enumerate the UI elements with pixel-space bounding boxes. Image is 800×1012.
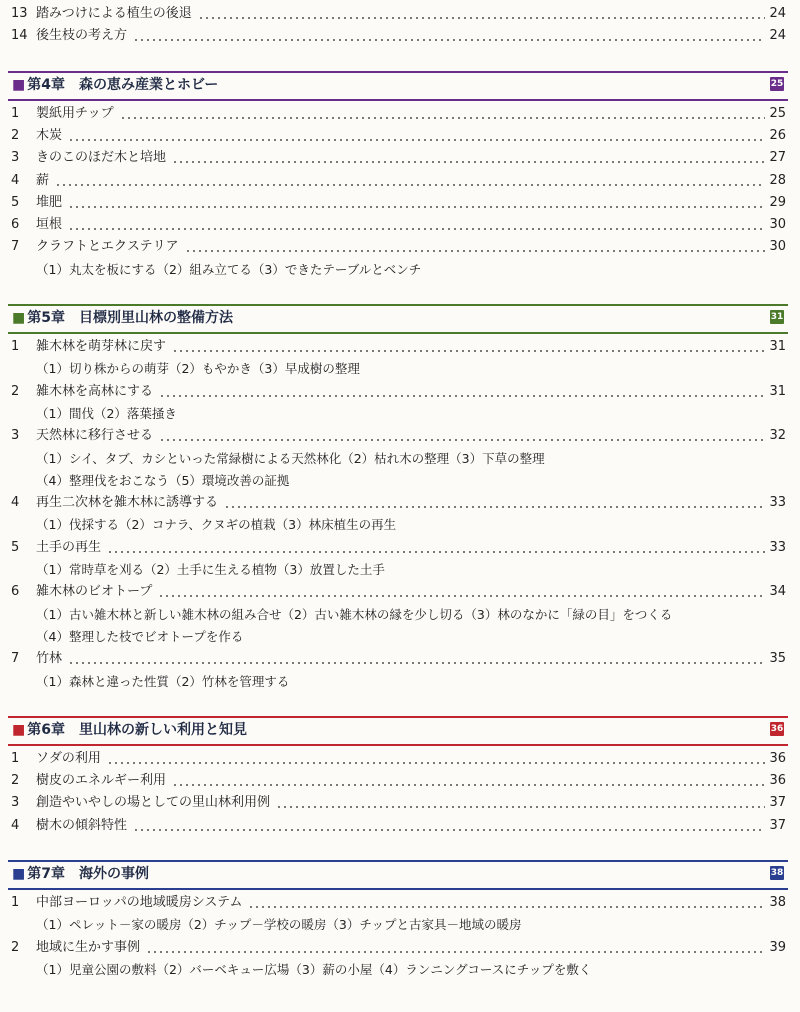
chapter-start-page: 25 <box>770 78 784 89</box>
toc-subentry <box>0 259 800 281</box>
entry-number: 3 <box>11 150 20 166</box>
chapter-start-page: 38 <box>770 868 784 878</box>
subentry-text: （1）間伐（2）落葉掻き <box>36 405 177 421</box>
subentry-text: （1）シイ、タブ、カシといった常緑樹による天然林化（2）枯れ木の整理（3）下草の整理 <box>36 450 545 466</box>
entry-page: 29 <box>769 194 786 210</box>
entry-number: 4 <box>11 172 20 188</box>
toc-entry[interactable] <box>0 815 800 837</box>
entry-page: 24 <box>769 6 786 21</box>
toc-entry[interactable] <box>0 537 800 559</box>
chapter-marker: ■ <box>12 866 26 882</box>
entry-page: 36 <box>769 750 786 766</box>
toc-entry[interactable] <box>0 892 800 914</box>
leader-dots <box>248 906 765 908</box>
subentry-text: （1）切り株からの萌芽（2）もやかき（3）早成樹の整理 <box>36 361 360 377</box>
toc-entry[interactable] <box>0 170 800 192</box>
subentry-text: （1）ペレット－家の暖房（2）チップ－学校の暖房（3）チップと古家具－地域の暖房 <box>36 917 522 933</box>
toc-entry[interactable] <box>0 3 800 25</box>
leader-dots <box>172 161 765 163</box>
entry-title: 樹皮のエネルギー利用 <box>36 773 167 789</box>
entry-title: 中部ヨーロッパの地域暖房システム <box>36 895 243 910</box>
entry-title: 薪 <box>36 172 50 188</box>
leader-dots <box>107 551 765 553</box>
toc-entry[interactable] <box>0 125 800 147</box>
subentry-text: （4）整理した枝でビオトープを作る <box>36 628 244 644</box>
leader-dots <box>55 184 765 186</box>
entry-number: 6 <box>11 584 20 600</box>
toc-subentry <box>0 914 800 936</box>
entry-title: 土手の再生 <box>36 539 102 555</box>
subentry-text: （1）伐採する（2）コナラ、クヌギの植栽（3）林床植生の再生 <box>36 517 397 533</box>
leader-dots <box>159 439 765 441</box>
entry-page: 35 <box>769 651 786 667</box>
entry-title: 雑木林のビオトープ <box>36 584 153 600</box>
leader-dots <box>172 350 765 352</box>
entry-title: 樹木の傾斜特性 <box>36 817 128 833</box>
chapter-rule-bottom <box>8 888 788 890</box>
chapter-heading[interactable] <box>8 73 788 97</box>
entry-number: 1 <box>11 895 20 910</box>
entry-page: 33 <box>769 495 786 511</box>
entry-number: 14 <box>11 28 28 44</box>
toc-subentry <box>0 604 800 626</box>
entry-title: 雑木林を高林にする <box>36 383 154 399</box>
toc-entry[interactable] <box>0 147 800 169</box>
entry-number: 3 <box>11 795 20 811</box>
toc-subentry <box>0 470 800 492</box>
entry-number: 2 <box>11 127 20 143</box>
entry-page: 37 <box>769 817 786 833</box>
leader-dots <box>159 395 765 397</box>
chapter-heading-text: 第6章 里山林の新しい利用と知見 <box>27 721 247 738</box>
toc-subentry <box>0 358 800 380</box>
chapter-title <box>12 306 233 330</box>
entry-number: 1 <box>11 105 20 121</box>
toc-entry[interactable] <box>0 336 800 358</box>
toc-entry[interactable] <box>0 214 800 236</box>
toc-entry[interactable] <box>0 581 800 603</box>
toc-entry[interactable] <box>0 492 800 514</box>
entry-page: 28 <box>769 172 786 188</box>
entry-page: 31 <box>769 339 786 354</box>
subentry-text: （1）古い雑木林と新しい雑木林の組み合せ（2）古い雑木林の縁を少し切る（3）林のなかに「緑の目」をつくる <box>36 606 673 622</box>
toc-entry[interactable] <box>0 103 800 125</box>
leader-dots <box>68 206 765 208</box>
toc-entry[interactable] <box>0 748 800 770</box>
chapter-heading-text: 第4章 森の恵み産業とホビー <box>27 76 219 93</box>
leader-dots <box>68 662 765 664</box>
chapter-start-page: 36 <box>770 723 784 734</box>
entry-number: 4 <box>11 495 20 511</box>
entry-title: 堆肥 <box>36 194 63 210</box>
subentry-text: （1）児童公園の敷料（2）バーベキュー広場（3）薪の小屋（4）ランニングコースにチップを敷く <box>36 961 592 977</box>
entry-page: 31 <box>769 383 786 399</box>
entry-number: 6 <box>11 217 20 233</box>
leader-dots <box>185 250 766 252</box>
subentry-text: （4）整理伐をおこなう（5）環境改善の証拠 <box>36 472 290 488</box>
leader-dots <box>133 39 765 41</box>
entry-number: 3 <box>11 428 20 444</box>
entry-number: 5 <box>11 194 20 210</box>
entry-title: 製紙用チップ <box>36 105 114 121</box>
toc-entry[interactable] <box>0 770 800 792</box>
chapter-rule-bottom <box>8 332 788 334</box>
chapter-heading-text: 第5章 目標別里山林の整備方法 <box>27 310 233 326</box>
toc-entry[interactable] <box>0 425 800 447</box>
entry-title: 天然林に移行させる <box>36 428 154 444</box>
leader-dots <box>68 139 765 141</box>
chapter-rule-bottom <box>8 99 788 101</box>
toc-subentry <box>0 448 800 470</box>
entry-title: 木炭 <box>36 127 63 143</box>
subentry-text: （1）森林と違った性質（2）竹林を管理する <box>36 673 290 689</box>
entry-page: 24 <box>769 28 786 44</box>
leader-dots <box>276 806 765 808</box>
toc-entry[interactable] <box>0 937 800 959</box>
toc-subentry <box>0 403 800 425</box>
chapter-marker: ■ <box>12 310 26 326</box>
chapter-rule-bottom <box>8 744 788 746</box>
leader-dots <box>146 951 765 953</box>
entry-number: 1 <box>11 750 20 766</box>
toc-subentry <box>0 671 800 693</box>
leader-dots <box>158 595 765 597</box>
entry-page: 33 <box>769 539 786 555</box>
leader-dots <box>133 829 765 831</box>
entry-title: 竹林 <box>36 651 63 667</box>
toc-entry[interactable] <box>0 381 800 403</box>
toc-entry[interactable] <box>0 236 800 258</box>
toc-subentry <box>0 626 800 648</box>
chapter-marker: ■ <box>12 721 26 738</box>
toc-subentry <box>0 559 800 581</box>
entry-page: 38 <box>769 895 786 910</box>
entry-title: 後生枝の考え方 <box>36 28 128 44</box>
toc-entry[interactable] <box>0 648 800 670</box>
entry-page: 30 <box>769 239 786 255</box>
entry-number: 7 <box>11 651 20 667</box>
entry-title: きのこのほだ木と培地 <box>36 150 167 166</box>
entry-number: 4 <box>11 817 20 833</box>
toc-subentry <box>0 959 800 981</box>
leader-dots <box>107 762 766 764</box>
entry-title: 創造やいやしの場としての里山林利用例 <box>36 795 271 811</box>
entry-number: 7 <box>11 239 20 255</box>
entry-title: 踏みつけによる植生の後退 <box>36 6 192 21</box>
leader-dots <box>120 117 766 119</box>
toc-entry[interactable] <box>0 192 800 214</box>
chapter-heading[interactable] <box>8 718 788 742</box>
toc-subentry <box>0 514 800 536</box>
entry-title: 再生二次林を雑木林に誘導する <box>36 495 219 511</box>
subentry-text: （1）丸太を板にする（2）組み立てる（3）できたテーブルとベンチ <box>36 261 422 277</box>
toc-entry[interactable] <box>0 792 800 814</box>
entry-page: 34 <box>769 584 786 600</box>
chapter-title <box>12 718 247 742</box>
entry-page: 39 <box>769 939 786 955</box>
toc-entry[interactable] <box>0 25 800 47</box>
entry-number: 2 <box>11 939 20 955</box>
entry-page: 27 <box>769 150 786 166</box>
chapter-marker: ■ <box>12 76 26 93</box>
entry-title: ソダの利用 <box>36 750 101 766</box>
entry-page: 26 <box>769 127 786 143</box>
chapter-heading-text: 第7章 海外の事例 <box>27 866 149 882</box>
chapter-start-page: 31 <box>770 312 784 322</box>
entry-title: 垣根 <box>36 217 63 233</box>
chapter-heading[interactable] <box>8 306 788 330</box>
entry-number: 2 <box>11 383 20 399</box>
entry-number: 5 <box>11 539 20 555</box>
entry-page: 25 <box>769 105 786 121</box>
leader-dots <box>198 17 766 19</box>
subentry-text: （1）常時草を刈る（2）土手に生える植物（3）放置した土手 <box>36 562 385 577</box>
entry-number: 13 <box>11 6 28 21</box>
entry-title: クラフトとエクステリア <box>36 239 179 255</box>
entry-page: 36 <box>769 773 786 789</box>
entry-title: 雑木林を萌芽林に戻す <box>36 339 167 354</box>
chapter-title <box>12 862 149 886</box>
leader-dots <box>68 228 765 230</box>
leader-dots <box>172 784 765 786</box>
leader-dots <box>224 506 765 508</box>
entry-title: 地域に生かす事例 <box>36 939 141 955</box>
chapter-heading[interactable] <box>8 862 788 886</box>
entry-number: 2 <box>11 773 20 789</box>
entry-number: 1 <box>11 339 20 354</box>
entry-page: 30 <box>769 217 786 233</box>
entry-page: 32 <box>769 428 786 444</box>
entry-page: 37 <box>769 795 786 811</box>
chapter-title <box>12 73 218 97</box>
